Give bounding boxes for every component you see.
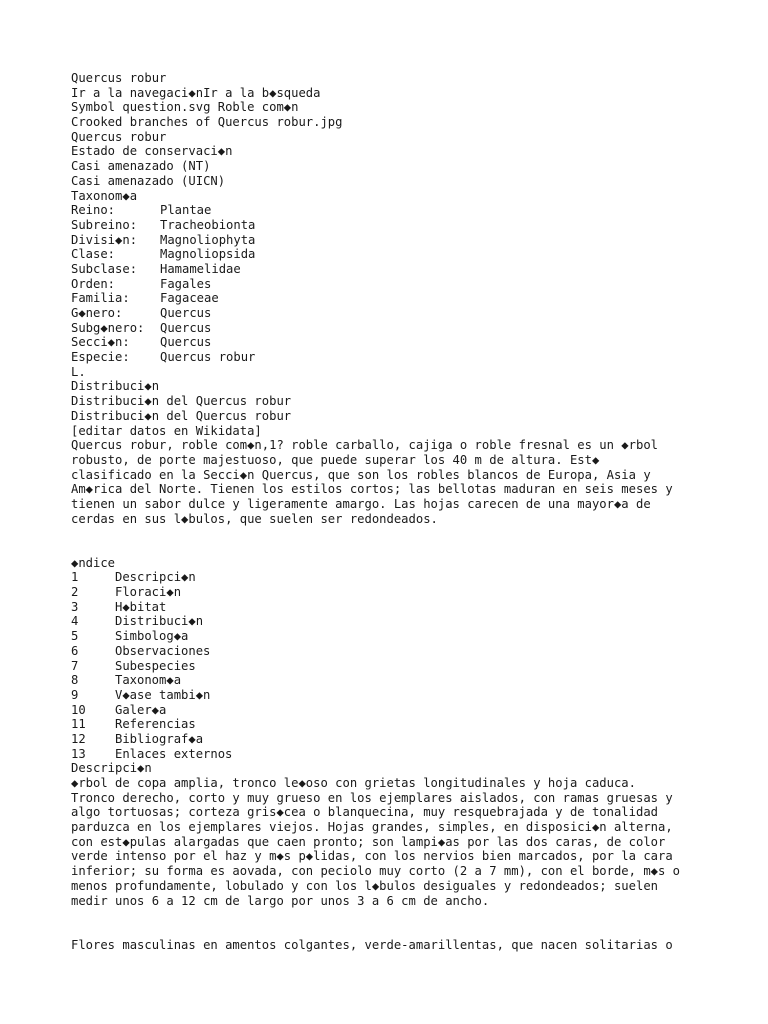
taxonomy-row: Reino: Plantae <box>71 203 212 218</box>
image-filename: Crooked branches of Quercus robur.jpg <box>71 115 343 130</box>
description-paragraph-line: Tronco derecho, corto y muy grueso en los ejemplares aislados, con ramas gruesas y <box>71 790 673 805</box>
intro-paragraph-line: Quercus robur, roble com◆n,1? roble carballo, cajiga o roble fresnal es un ◆rbol <box>71 438 658 453</box>
toc-item[interactable]: 6 Observaciones <box>71 643 211 658</box>
taxonomy-row: Familia: Fagaceae <box>71 291 219 306</box>
toc-heading: ◆ndice <box>71 555 116 570</box>
taxonomy-row: Clase: Magnoliopsida <box>71 247 256 262</box>
taxonomy-row: Secci◆n: Quercus <box>71 335 212 350</box>
toc-item[interactable]: 1 Descripci◆n <box>71 570 196 585</box>
taxonomy-row: G◆nero: Quercus <box>71 306 212 320</box>
intro-paragraph-line: robusto, de porte majestuoso, que puede superar los 40 m de altura. Est◆ <box>71 452 600 467</box>
distribution-caption: Distribuci◆n del Quercus robur <box>71 394 292 409</box>
description-paragraph-line: verde intenso por el haz y m◆s p◆lidas, con los nervios bien marcados, por la cara <box>71 849 673 864</box>
species-name: Quercus robur <box>71 129 167 144</box>
image-caption: Symbol question.svg Roble com◆n <box>71 100 299 115</box>
edit-wikidata-link[interactable]: [editar datos en Wikidata] <box>71 423 262 438</box>
description-paragraph-line: parduzca en los ejemplares viejos. Hojas grandes, simples, en disposici◆n alterna, <box>71 820 673 835</box>
toc-item[interactable]: 10 Galer◆a <box>71 702 167 717</box>
intro-paragraph-line: Am◆rica del Norte. Tienen los estilos cortos; las bellotas maduran en seis meses y <box>71 482 673 497</box>
conservation-status-iucn: Casi amenazado (UICN) <box>71 173 226 188</box>
taxonomy-row: Subreino: Tracheobionta <box>71 217 256 232</box>
document-page <box>71 71 761 952</box>
description-paragraph-line: inferior; su forma es aovada, con peciolo muy corto (2 a 7 mm), con el borde, m◆s o <box>71 864 681 879</box>
distribution-caption: Distribuci◆n del Quercus robur <box>71 408 292 423</box>
conservation-status: Casi amenazado (NT) <box>71 159 211 174</box>
taxonomy-row: Subclase: Hamamelidae <box>71 261 241 276</box>
flowers-paragraph-line: Flores masculinas en amentos colgantes, verde-amarillentas, que nacen solitarias o <box>71 937 673 952</box>
taxonomy-authority: L. <box>71 364 86 379</box>
taxonomy-heading: Taxonom◆a <box>71 188 138 203</box>
taxonomy-row: Orden: Fagales <box>71 276 212 291</box>
toc-item[interactable]: 8 Taxonom◆a <box>71 673 182 688</box>
description-paragraph-line: con est◆pulas alargadas que caen pronto; son lampi◆as por las dos caras, de color <box>71 834 666 849</box>
description-paragraph-line: menos profundamente, lobulado y con los l◆bulos desiguales y redondeados; suelen <box>71 878 658 893</box>
conservation-heading: Estado de conservaci◆n <box>71 144 233 159</box>
toc-item[interactable]: 2 Floraci◆n <box>71 585 182 600</box>
taxonomy-row: Divisi◆n: Magnoliophyta <box>71 232 256 247</box>
spacer <box>71 526 761 541</box>
toc-item[interactable]: 13 Enlaces externos <box>71 746 233 761</box>
intro-paragraph-line: clasificado en la Secci◆n Quercus, que son los robles blancos de Europa, Asia y <box>71 467 651 482</box>
distribution-heading: Distribuci◆n <box>71 379 160 394</box>
toc-item[interactable]: 4 Distribuci◆n <box>71 614 204 629</box>
spacer <box>71 541 761 556</box>
toc-item[interactable]: 3 H◆bitat <box>71 599 167 614</box>
description-paragraph-line <box>71 908 761 923</box>
intro-paragraph-line: tienen un sabor dulce y ligeramente amargo. Las hojas carecen de una mayor◆a de <box>71 496 651 511</box>
section-heading-description: Descripci◆n <box>71 761 152 776</box>
toc-item[interactable]: 7 Subespecies <box>71 658 196 673</box>
skip-links[interactable]: Ir a la navegaci◆nIr a la b◆squeda <box>71 85 321 100</box>
toc-item[interactable]: 9 V◆ase tambi◆n <box>71 687 211 702</box>
description-paragraph-line: medir unos 6 a 12 cm de largo por unos 3 a 6 cm de ancho. <box>71 893 490 908</box>
description-paragraph-line: algo tortuosas; corteza gris◆cea o blanquecina, muy resquebrajada y de tonalidad <box>71 805 658 820</box>
toc-item[interactable]: 12 Bibliograf◆a <box>71 731 204 746</box>
intro-paragraph-line: cerdas en sus l◆bulos, que suelen ser redondeados. <box>71 511 438 526</box>
taxonomy-row: Especie: Quercus robur <box>71 350 256 365</box>
article-title: Quercus robur <box>71 71 167 85</box>
toc-item[interactable]: 11 Referencias <box>71 717 196 732</box>
taxonomy-row: Subg◆nero: Quercus <box>71 320 212 335</box>
toc-item[interactable]: 5 Simbolog◆a <box>71 629 189 644</box>
description-paragraph-line: ◆rbol de copa amplia, tronco le◆oso con grietas longitudinales y hoja caduca. <box>71 776 636 790</box>
spacer <box>71 923 761 938</box>
